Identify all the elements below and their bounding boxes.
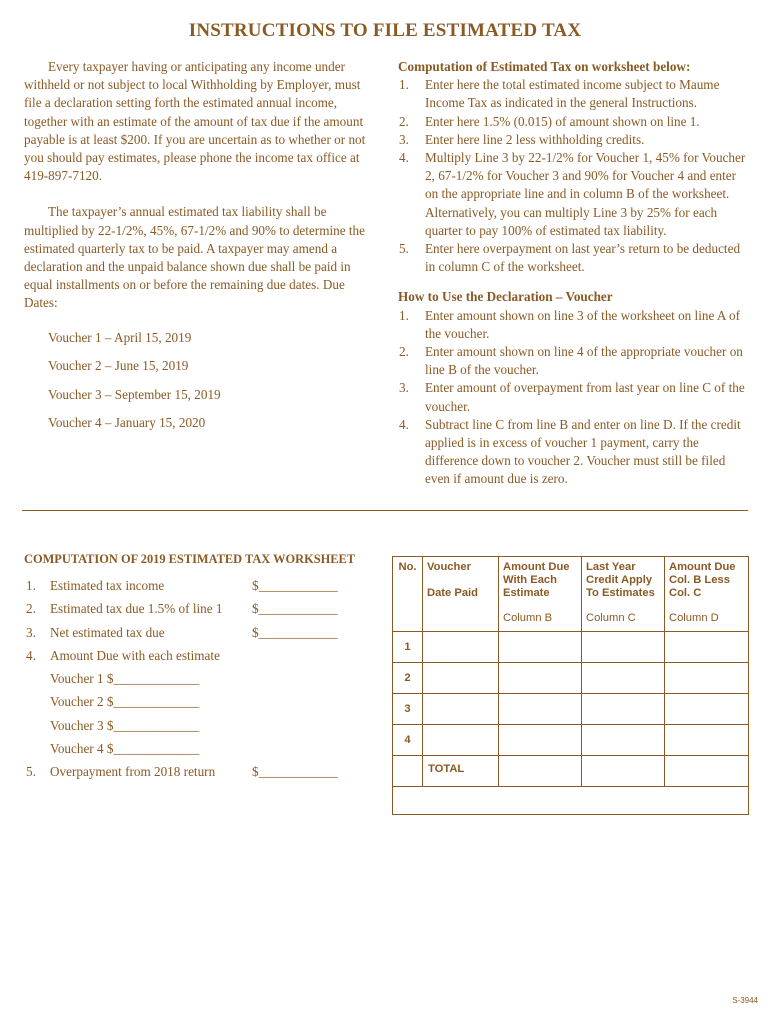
- howto-item: 3. Enter amount of overpayment from last year on line C of the voucher.: [399, 380, 745, 414]
- column-d-label: Column D: [669, 612, 719, 624]
- due-date-voucher-4: Voucher 4 – January 15, 2020: [48, 415, 206, 431]
- computation-heading: Computation of Estimated Tax on worksheet below:: [398, 59, 691, 74]
- intro-paragraph: Every taxpayer having or anticipating any income under withheld or not subject to local Withholding by Employer, must file a declaration setting forth the estimated annual income, together with an estimate of the amount of tax due if the amount payable is at least $200. If you are uncertain as to whether or not you should pay estimates, please phone the income tax office at 419-897-7120.: [24, 59, 366, 184]
- amount-due-cell[interactable]: [499, 663, 582, 694]
- date-paid-cell[interactable]: [423, 632, 499, 663]
- header-no: No.: [393, 557, 423, 632]
- net-due-cell[interactable]: [665, 663, 749, 694]
- total-spacer: [393, 756, 423, 787]
- header-date-paid: Date Paid: [427, 587, 478, 599]
- general-instructions: [24, 58, 372, 443]
- computation-item: 1. Enter here the total estimated income subject to Maume Income Tax as indicated in the general Instructions.: [399, 77, 720, 111]
- table-row: [393, 725, 749, 756]
- row-number: 4: [393, 725, 423, 756]
- header-last-year-credit: Last Year Credit Apply To Estimates Column C: [582, 557, 665, 632]
- table-header-row: [393, 557, 749, 632]
- worksheet-line-1: 1. Estimated tax income $____________: [24, 574, 374, 597]
- row-number: 2: [393, 663, 423, 694]
- due-dates-list: [48, 329, 372, 443]
- voucher-2-amount-field[interactable]: Voucher 2 $_____________: [50, 694, 200, 710]
- net-due-cell[interactable]: [665, 632, 749, 663]
- howto-item: 1. Enter amount shown on line 3 of the worksheet on line A of the voucher.: [399, 307, 740, 341]
- total-net-due-cell[interactable]: [665, 756, 749, 787]
- worksheet-line-3: 3. Net estimated tax due $____________: [24, 621, 374, 644]
- howto-item: 4. Subtract line C from line B and enter on line D. If the credit applied is in excess of voucher 1 payment, carry the difference down to voucher 2. Voucher must still be filed even if amount due is zero.: [399, 416, 741, 487]
- row-number: 3: [393, 694, 423, 725]
- computation-item: 3. Enter here line 2 less withholding credits.: [399, 131, 645, 147]
- amount-due-cell[interactable]: [499, 725, 582, 756]
- table-footer-row: [393, 787, 749, 815]
- date-paid-cell[interactable]: [423, 725, 499, 756]
- worksheet-heading: COMPUTATION OF 2019 ESTIMATED TAX WORKSHEET: [24, 552, 356, 566]
- table-row: [393, 663, 749, 694]
- net-due-cell[interactable]: [665, 725, 749, 756]
- estimated-tax-due-field[interactable]: $____________: [252, 601, 338, 617]
- worksheet-line-5: 5. Overpayment from 2018 return $____________: [24, 760, 374, 783]
- table-row: [393, 632, 749, 663]
- due-date-voucher-1: Voucher 1 – April 15, 2019: [48, 329, 192, 345]
- table-footer-cell: [393, 787, 749, 815]
- net-due-cell[interactable]: [665, 694, 749, 725]
- howto-heading: How to Use the Declaration – Voucher: [398, 289, 613, 305]
- header-voucher: Voucher Date Paid: [423, 557, 499, 632]
- computation-instructions: [398, 58, 750, 489]
- estimated-income-field[interactable]: $____________: [252, 578, 338, 593]
- net-estimated-tax-field[interactable]: $____________: [252, 624, 338, 640]
- due-date-voucher-2: Voucher 2 – June 15, 2019: [48, 358, 189, 374]
- voucher-3-amount-field[interactable]: Voucher 3 $_____________: [50, 717, 200, 733]
- credit-cell[interactable]: [582, 663, 665, 694]
- amount-due-cell[interactable]: [499, 632, 582, 663]
- credit-cell[interactable]: [582, 694, 665, 725]
- computation-list: [398, 76, 750, 276]
- computation-item: 4. Multiply Line 3 by 22-1/2% for Voucher 1, 45% for Voucher 2, 67-1/2% for Voucher 3 and 90% for Voucher 4 and enter on the appropriate line and in column B of the worksheet. Alternatively, you can multiply Line 3 by 25% for each quarter to pay 100% of estimated tax liability.: [399, 150, 746, 238]
- total-amount-due-cell[interactable]: [499, 756, 582, 787]
- credit-cell[interactable]: [582, 725, 665, 756]
- total-credit-cell[interactable]: [582, 756, 665, 787]
- worksheet-line-2: 2. Estimated tax due 1.5% of line 1 $____________: [24, 597, 374, 620]
- overpayment-field[interactable]: $____________: [252, 764, 338, 780]
- voucher-payment-table: [392, 556, 749, 815]
- worksheet: [24, 552, 374, 784]
- liability-paragraph: The taxpayer’s annual estimated tax liability shall be multiplied by 22-1/2%, 45%, 67-1/2% and 90% to determine the estimated quarterly tax to be paid. A taxpayer may amend a declaration and the unpaid balance shown due shall be paid in equal installments on or before the remaining due dates. Due Dates:: [24, 204, 365, 311]
- credit-cell[interactable]: [582, 632, 665, 663]
- total-row: [393, 756, 749, 787]
- row-number: 1: [393, 632, 423, 663]
- table-row: [393, 694, 749, 725]
- form-code: S-3944: [732, 996, 758, 1005]
- header-amount-due: Amount Due With Each Estimate Column B: [499, 557, 582, 632]
- header-amount-due-net: Amount Due Col. B Less Col. C Column D: [665, 557, 749, 632]
- date-paid-cell[interactable]: [423, 663, 499, 694]
- voucher-1-amount-field[interactable]: Voucher 1 $_____________: [50, 671, 200, 687]
- page-title: INSTRUCTIONS TO FILE ESTIMATED TAX: [188, 20, 582, 41]
- worksheet-line-4: 4. Amount Due with each estimate: [26, 647, 220, 663]
- column-b-label: Column B: [503, 612, 553, 624]
- howto-item: 2. Enter amount shown on line 4 of the appropriate voucher on line B of the voucher.: [399, 344, 743, 378]
- computation-item: 5. Enter here overpayment on last year’s return to be deducted in column C of the worksheet.: [399, 241, 741, 275]
- column-c-label: Column C: [586, 612, 636, 624]
- due-date-voucher-3: Voucher 3 – September 15, 2019: [48, 386, 221, 402]
- computation-item: 2. Enter here 1.5% (0.015) of amount shown on line 1.: [399, 113, 700, 129]
- section-divider: [22, 510, 748, 511]
- voucher-4-amount-field[interactable]: Voucher 4 $_____________: [50, 741, 200, 757]
- total-label: TOTAL: [423, 756, 499, 787]
- howto-list: [398, 307, 750, 489]
- date-paid-cell[interactable]: [423, 694, 499, 725]
- amount-due-cell[interactable]: [499, 694, 582, 725]
